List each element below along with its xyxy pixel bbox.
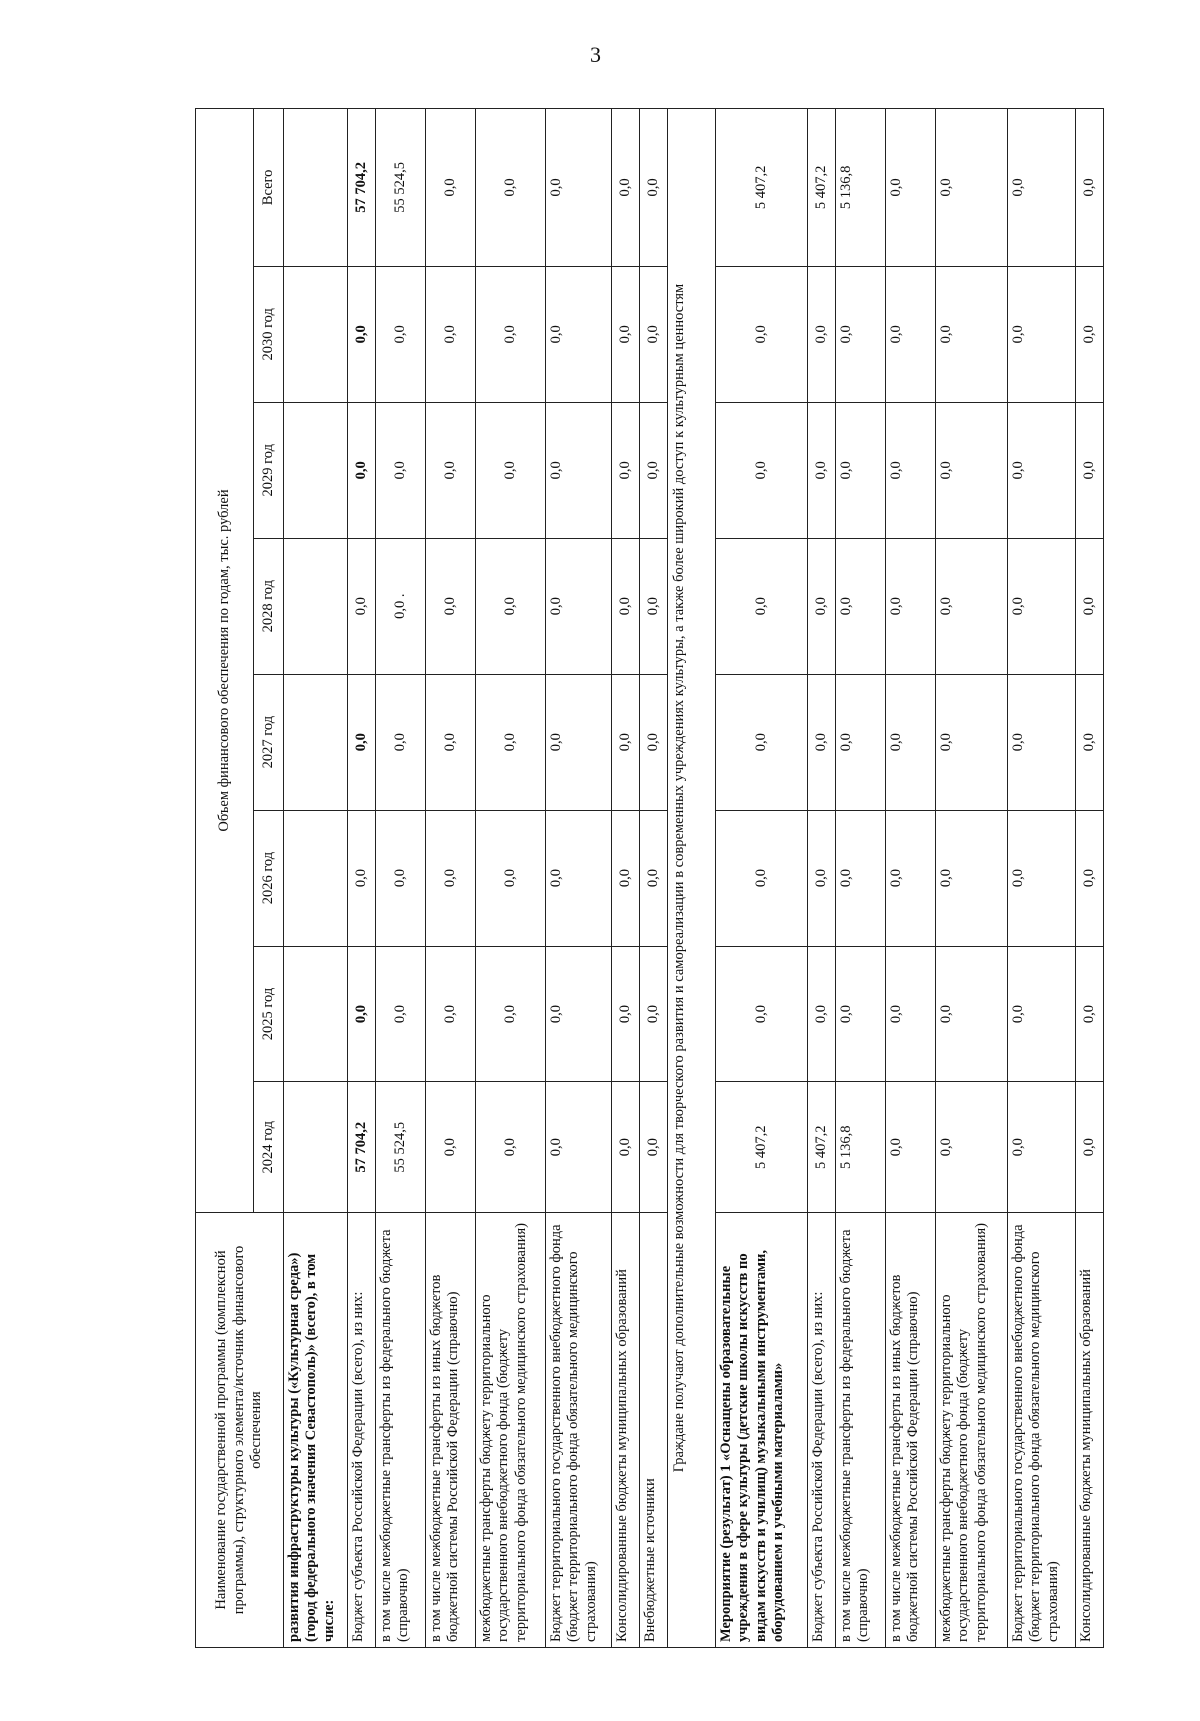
value-cell: 0,0 (546, 946, 612, 1082)
value-cell: 0,0 (348, 538, 376, 674)
value-cell: 0,0 (808, 402, 836, 538)
row-label: межбюджетные трансферты бюджету территориального государственного внебюджетного фонда (бюджету территориального фонда обязательного медицинского страхования) (936, 1212, 1008, 1647)
value-cell: 0,0 (936, 402, 1008, 538)
row-label: Мероприятие (результат) 1 «Оснащены образовательные учреждения в сфере культуры (детские школы искусств по видам искусств и училищ) музыкальными инструментами, оборудованием и учебными материалами» (716, 1212, 808, 1647)
value-cell (284, 810, 348, 946)
row-label: Консолидированные бюджеты муниципальных образований (612, 1212, 640, 1647)
row-label: в том числе межбюджетные трансферты из федерального бюджета (справочно) (836, 1212, 886, 1647)
value-cell: 0,0 (808, 674, 836, 810)
value-cell: 0,0 (1008, 109, 1076, 267)
value-cell: 0,0 (1076, 1082, 1104, 1213)
table-row (476, 109, 546, 1648)
value-cell: 0,0 (640, 109, 668, 267)
value-cell: 0,0 (426, 109, 476, 267)
value-cell: 0,0 (348, 674, 376, 810)
value-cell: 0,0 (476, 810, 546, 946)
value-cell (284, 538, 348, 674)
value-cell: 0,0 (348, 810, 376, 946)
row-label: Бюджет субъекта Российской Федерации (всего), из них: (348, 1212, 376, 1647)
value-cell: 0,0 (1008, 266, 1076, 402)
value-cell: 0,0 (348, 946, 376, 1082)
value-cell: 0,0 (836, 402, 886, 538)
value-cell: 0,0 (936, 674, 1008, 810)
volume-header: Объем финансового обеспечения по годам, тыс. рублей (196, 109, 254, 1213)
table-row (426, 109, 476, 1648)
value-cell: 0,0 (716, 674, 808, 810)
value-cell: 0,0 (1076, 266, 1104, 402)
result-text: Граждане получают дополнительные возможности для творческого развития и самореализации в современных учреждениях культуры, а также более широкий доступ к культурным ценностям (668, 109, 716, 1648)
value-cell: 0,0 (546, 538, 612, 674)
result-row (668, 109, 716, 1648)
row-label: Бюджет территориального государственного внебюджетного фонда (бюджет территориального фонда обязательного медицинского страхования) (1008, 1212, 1076, 1647)
value-cell: 0,0 (546, 810, 612, 946)
value-cell: 0,0 (836, 674, 886, 810)
value-cell: 0,0 (426, 810, 476, 946)
value-cell: 5 407,2 (716, 1082, 808, 1213)
value-cell: 0,0 (716, 266, 808, 402)
table-row (1076, 109, 1104, 1648)
value-cell: 0,0 (936, 538, 1008, 674)
value-cell: 0,0 (1076, 538, 1104, 674)
year-header: 2029 год (254, 402, 284, 538)
value-cell: 0,0 (426, 1082, 476, 1213)
year-header: 2024 год (254, 1082, 284, 1213)
table-row (376, 109, 426, 1648)
value-cell: 0,0 (836, 538, 886, 674)
row-label: Внебюджетные источники (640, 1212, 668, 1647)
value-cell: 0,0 (936, 1082, 1008, 1213)
value-cell: 0,0 (886, 402, 936, 538)
value-cell (284, 946, 348, 1082)
value-cell: 0,0 (1076, 946, 1104, 1082)
value-cell: 0,0 (1008, 402, 1076, 538)
value-cell: 0,0 (376, 266, 426, 402)
value-cell: 0,0 (426, 674, 476, 810)
value-cell: 5 407,2 (716, 109, 808, 267)
row-label: Бюджет субъекта Российской Федерации (всего), из них: (808, 1212, 836, 1647)
value-cell: 0,0 (426, 266, 476, 402)
value-cell: 0,0 (476, 266, 546, 402)
table-row (886, 109, 936, 1648)
value-cell: 0,0 (886, 946, 936, 1082)
value-cell: 0,0 (546, 1082, 612, 1213)
table-row (612, 109, 640, 1648)
value-cell: 0,0 (836, 810, 886, 946)
year-header: 2027 год (254, 674, 284, 810)
table-row (716, 109, 808, 1648)
value-cell: 0,0 . (376, 538, 426, 674)
value-cell: 0,0 (808, 266, 836, 402)
value-cell: 5 136,8 (836, 1082, 886, 1213)
value-cell: 0,0 (716, 538, 808, 674)
value-cell: 0,0 (426, 946, 476, 1082)
value-cell: 0,0 (426, 402, 476, 538)
value-cell: 0,0 (936, 266, 1008, 402)
value-cell: 0,0 (546, 109, 612, 267)
value-cell (284, 674, 348, 810)
value-cell: 57 704,2 (348, 1082, 376, 1213)
value-cell: 0,0 (612, 946, 640, 1082)
value-cell: 0,0 (836, 946, 886, 1082)
value-cell: 0,0 (886, 810, 936, 946)
page-number: 3 (590, 42, 601, 67)
value-cell: 5 407,2 (808, 109, 836, 267)
year-header: 2028 год (254, 538, 284, 674)
value-cell: 0,0 (1076, 810, 1104, 946)
value-cell: 0,0 (640, 810, 668, 946)
value-cell: 0,0 (640, 946, 668, 1082)
value-cell: 0,0 (886, 109, 936, 267)
value-cell: 0,0 (886, 1082, 936, 1213)
value-cell: 0,0 (808, 538, 836, 674)
value-cell: 0,0 (1076, 109, 1104, 267)
value-cell: 5 136,8 (836, 109, 886, 267)
value-cell: 0,0 (546, 402, 612, 538)
value-cell: 0,0 (1076, 402, 1104, 538)
table-row (546, 109, 612, 1648)
value-cell: 0,0 (640, 538, 668, 674)
value-cell (284, 402, 348, 538)
value-cell: 0,0 (348, 402, 376, 538)
value-cell: 0,0 (1008, 538, 1076, 674)
value-cell: 0,0 (612, 538, 640, 674)
value-cell: 0,0 (886, 674, 936, 810)
row-label: межбюджетные трансферты бюджету территориального государственного внебюджетного фонда (бюджету территориального фонда обязательного медицинского страхования) (476, 1212, 546, 1647)
value-cell: 55 524,5 (376, 1082, 426, 1213)
table-row (808, 109, 836, 1648)
value-cell: 0,0 (476, 1082, 546, 1213)
value-cell: 0,0 (936, 810, 1008, 946)
value-cell: 0,0 (808, 946, 836, 1082)
value-cell: 0,0 (348, 266, 376, 402)
value-cell: 0,0 (886, 266, 936, 402)
value-cell: 0,0 (426, 538, 476, 674)
value-cell: 5 407,2 (808, 1082, 836, 1213)
table-row (284, 109, 348, 1648)
year-header: 2026 год (254, 810, 284, 946)
value-cell (284, 266, 348, 402)
value-cell: 0,0 (1008, 810, 1076, 946)
value-cell: 0,0 (612, 402, 640, 538)
value-cell: 0,0 (612, 810, 640, 946)
value-cell: 57 704,2 (348, 109, 376, 267)
rotated-table-container (195, 108, 1097, 1648)
value-cell (284, 1082, 348, 1213)
financing-table (195, 108, 1104, 1648)
value-cell: 0,0 (612, 109, 640, 267)
value-cell: 0,0 (546, 266, 612, 402)
row-label: развития инфраструктуры культуры («Культурная среда») (город федерального значения Севастополь)» (всего), в том числе: (284, 1212, 348, 1647)
value-cell: 0,0 (1076, 674, 1104, 810)
value-cell: 0,0 (476, 538, 546, 674)
table-row (348, 109, 376, 1648)
year-header: 2025 год (254, 946, 284, 1082)
row-label: Консолидированные бюджеты муниципальных образований (1076, 1212, 1104, 1647)
value-cell: 0,0 (716, 402, 808, 538)
value-cell: 0,0 (612, 1082, 640, 1213)
value-cell: 0,0 (716, 946, 808, 1082)
value-cell: 0,0 (612, 674, 640, 810)
value-cell: 0,0 (476, 674, 546, 810)
value-cell: 55 524,5 (376, 109, 426, 267)
value-cell: 0,0 (1008, 946, 1076, 1082)
value-cell: 0,0 (640, 674, 668, 810)
value-cell: 0,0 (716, 810, 808, 946)
value-cell: 0,0 (476, 946, 546, 1082)
table-row (1008, 109, 1076, 1648)
value-cell: 0,0 (886, 538, 936, 674)
value-cell: 0,0 (640, 402, 668, 538)
header-row-1 (196, 109, 254, 1648)
value-cell: 0,0 (376, 674, 426, 810)
value-cell: 0,0 (640, 1082, 668, 1213)
value-cell: 0,0 (808, 810, 836, 946)
value-cell: 0,0 (640, 266, 668, 402)
table-row (640, 109, 668, 1648)
total-header: Всего (254, 109, 284, 267)
value-cell: 0,0 (836, 266, 886, 402)
value-cell (284, 109, 348, 267)
table-row (936, 109, 1008, 1648)
table-row (836, 109, 886, 1648)
value-cell: 0,0 (612, 266, 640, 402)
value-cell: 0,0 (376, 402, 426, 538)
year-header: 2030 год (254, 266, 284, 402)
value-cell: 0,0 (1008, 674, 1076, 810)
value-cell: 0,0 (936, 946, 1008, 1082)
value-cell: 0,0 (936, 109, 1008, 267)
value-cell: 0,0 (476, 402, 546, 538)
name-header: Наименование государственной программы (комплексной программы), структурного элемента/источник финансового обеспечения (196, 1212, 284, 1647)
value-cell: 0,0 (376, 946, 426, 1082)
row-label: в том числе межбюджетные трансферты из иных бюджетов бюджетной системы Российской Федерации (справочно) (426, 1212, 476, 1647)
row-label: Бюджет территориального государственного внебюджетного фонда (бюджет территориального фонда обязательного медицинского страхования) (546, 1212, 612, 1647)
value-cell: 0,0 (476, 109, 546, 267)
value-cell: 0,0 (376, 810, 426, 946)
value-cell: 0,0 (546, 674, 612, 810)
row-label: в том числе межбюджетные трансферты из иных бюджетов бюджетной системы Российской Федерации (справочно) (886, 1212, 936, 1647)
row-label: в том числе межбюджетные трансферты из федерального бюджета (справочно) (376, 1212, 426, 1647)
value-cell: 0,0 (1008, 1082, 1076, 1213)
